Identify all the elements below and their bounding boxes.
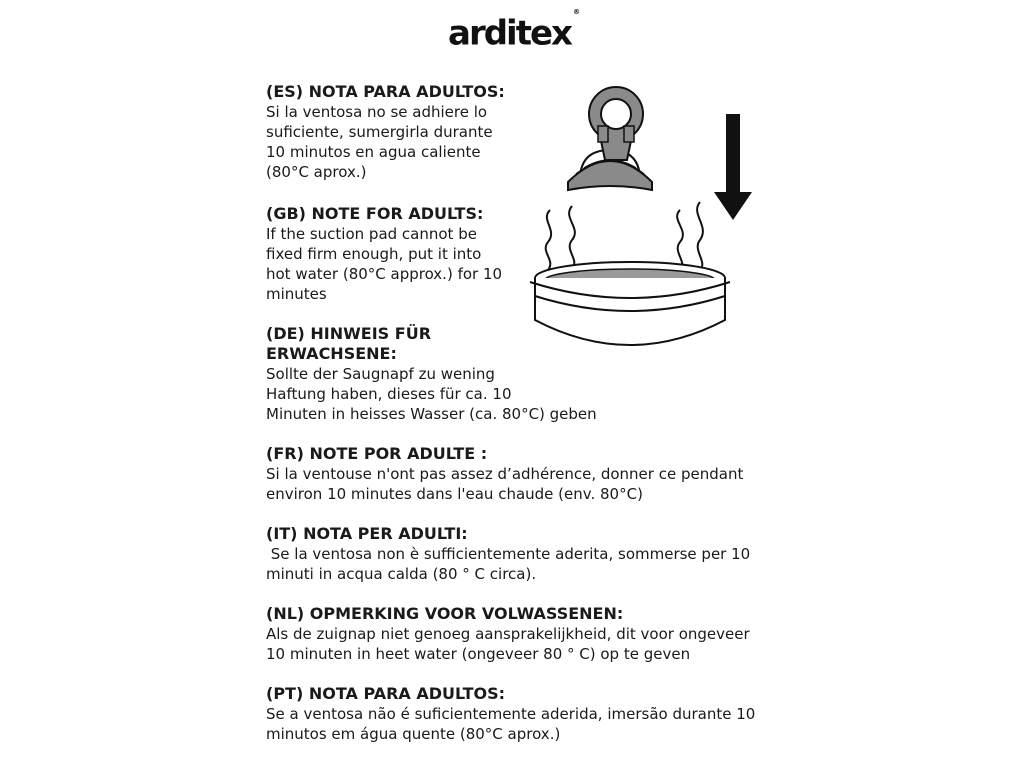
note-line: suficiente, sumergirla durante [266,123,493,141]
note-line: Se a ventosa não é suficientemente aderida, imersão durante 10 [266,705,756,723]
steam-icon [546,202,703,270]
instruction-illustration [510,70,780,380]
note-line: Si la ventosa no se adhiere lo [266,103,488,121]
note-line: Si la ventouse n'ont pas assez d’adhérence, donner ce pendant [266,465,744,483]
note-pt [266,684,786,744]
note-heading: (DE) HINWEIS FÜR [266,324,432,343]
note-line: Haftung haben, dieses für ca. 10 [266,385,512,403]
note-heading: ERWACHSENE: [266,344,397,363]
note-heading: (ES) NOTA PARA ADULTOS: [266,82,505,101]
note-heading: (IT) NOTA PER ADULTI: [266,524,468,543]
brand-logo [448,8,580,54]
note-line: Als de zuignap niet genoeg aansprakelijkheid, dit voor ongeveer [266,625,750,643]
note-line: fixed firm enough, put it into [266,245,482,263]
note-line: (80°C aprox.) [266,163,367,181]
note-line: If the suction pad cannot be [266,225,477,243]
note-nl [266,604,786,664]
note-line: 10 minutos en agua caliente [266,143,481,161]
pot-icon [530,262,730,345]
note-line: minutes [266,285,327,303]
note-fr [266,444,786,504]
note-heading: (PT) NOTA PARA ADULTOS: [266,684,506,703]
note-line: environ 10 minutes dans l'eau chaude (env. 80°C) [266,485,643,503]
note-line: 10 minuten in heet water (ongeveer 80 ° C) op te geven [266,645,691,663]
note-heading: (FR) NOTE POR ADULTE : [266,444,488,463]
brand-logo-text: arditex [448,13,571,54]
note-line: Se la ventosa non è sufficientemente aderita, sommerse per 10 [266,545,751,563]
note-heading: (NL) OPMERKING VOOR VOLWASSENEN: [266,604,624,623]
note-line: Sollte der Saugnapf zu wening [266,365,495,383]
note-heading: (GB) NOTE FOR ADULTS: [266,204,484,223]
note-line: minuti in acqua calda (80 ° C circa). [266,565,537,583]
note-line: hot water (80°C approx.) for 10 [266,265,503,283]
suction-cup-icon [568,87,652,190]
note-line: minutos em água quente (80°C aprox.) [266,725,561,743]
registered-mark: ® [572,8,580,16]
note-it [266,524,786,584]
note-line: Minuten in heisses Wasser (ca. 80°C) geben [266,405,597,423]
down-arrow-icon [714,114,752,220]
